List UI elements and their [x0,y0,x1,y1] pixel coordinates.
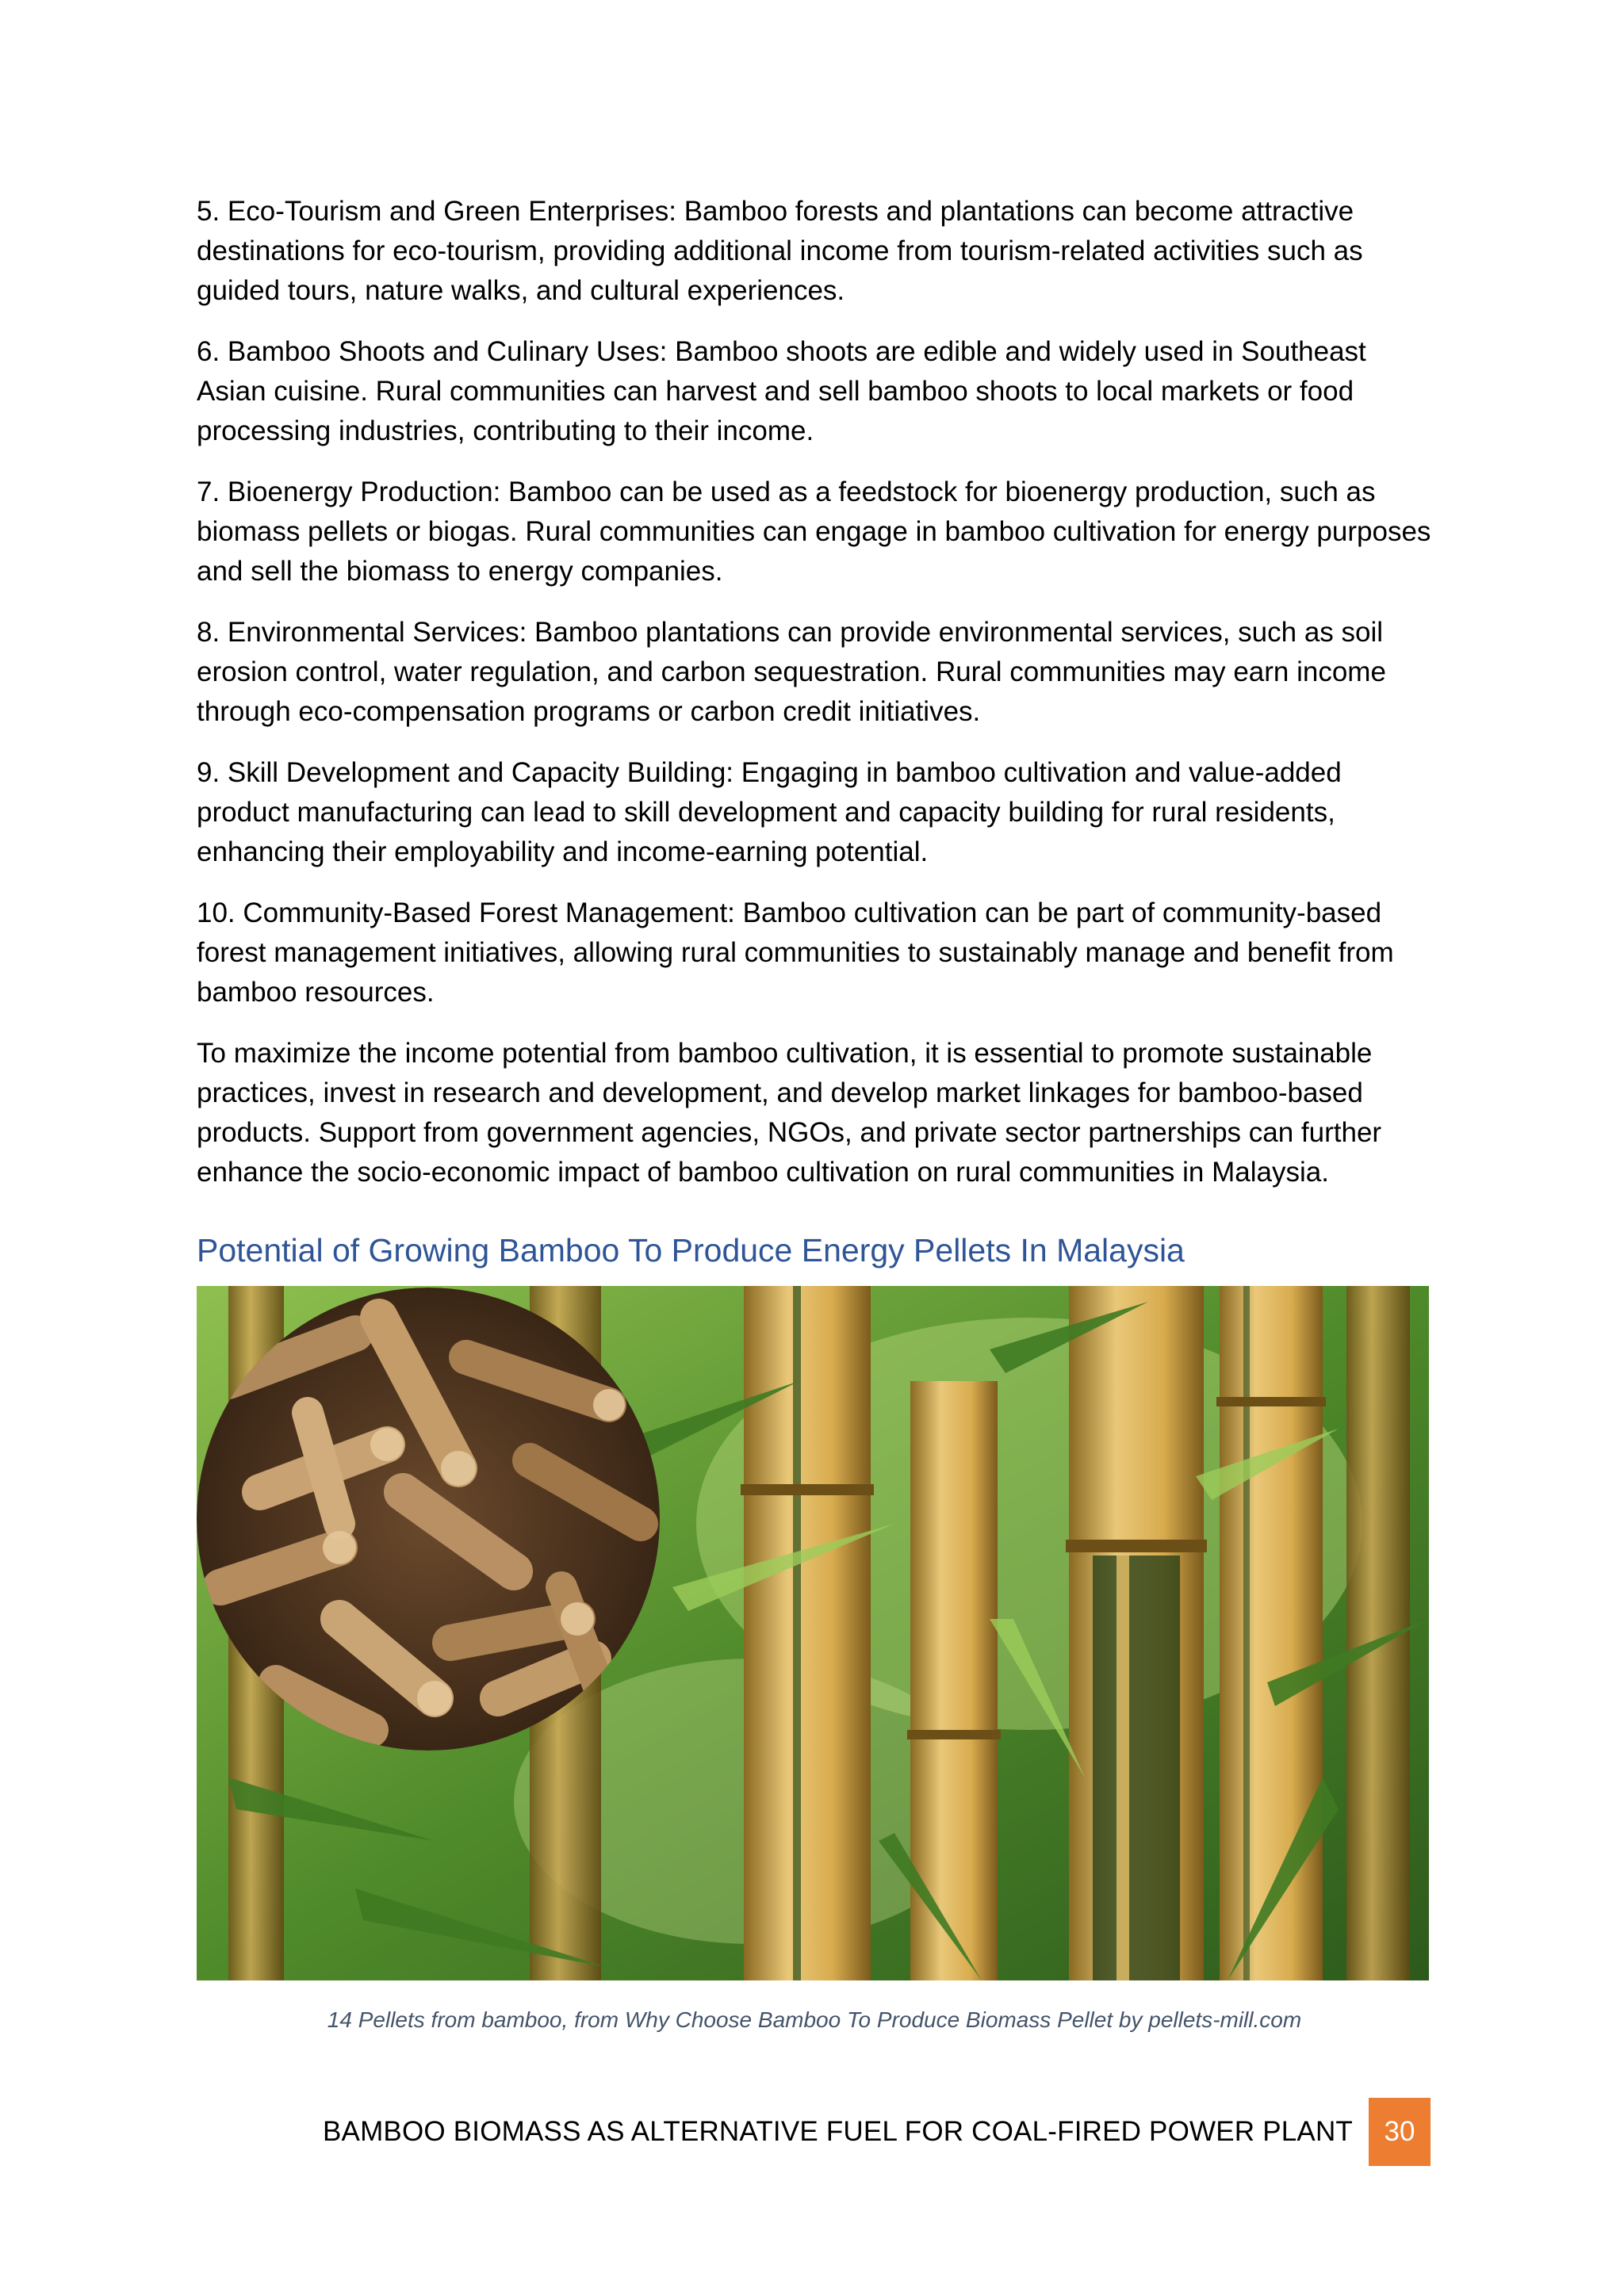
paragraph-skill-development: 9. Skill Development and Capacity Building: Engaging in bamboo cultivation and value-added product manufacturing can lead to skill development and capacity building for rural residents, enhancing their employability and income-earning potential. [197,757,1342,867]
paragraph-bioenergy: 7. Bioenergy Production: Bamboo can be used as a feedstock for bioenergy production, such as biomass pellets or biogas. Rural communities can engage in bamboo cultivation for energy purposes and sell the biomass to energy companies. [197,476,1431,587]
bamboo-pellets-photo [197,1286,1429,1980]
footer-title: BAMBOO BIOMASS AS ALTERNATIVE FUEL FOR COAL-FIRED POWER PLANT [322,2116,1353,2147]
paragraph-bamboo-shoots: 6. Bamboo Shoots and Culinary Uses: Bamboo shoots are edible and widely used in Southeast Asian cuisine. Rural communities can harvest and sell bamboo shoots to local markets or food processing industries, contributing to their income. [197,336,1366,446]
figure-caption: 14 Pellets from bamboo, from Why Choose Bamboo To Produce Biomass Pellet by pellets-mill.com [327,2007,1302,2032]
page-content [197,192,1432,2036]
page-number-badge: 30 [1369,2098,1431,2166]
paragraph-environmental-services: 8. Environmental Services: Bamboo plantations can provide environmental services, such as soil erosion control, water regulation, and carbon sequestration. Rural communities may earn income through eco-compensation programs or carbon credit initiatives. [197,617,1386,727]
paragraph-eco-tourism: 5. Eco-Tourism and Green Enterprises: Bamboo forests and plantations can become attractive destinations for eco-tourism, providing additional income from tourism-related activities such as guided tours, nature walks, and cultural experiences. [197,196,1363,306]
section-heading: Potential of Growing Bamboo To Produce Energy Pellets In Malaysia [197,1232,1185,1269]
page-footer [323,2098,1431,2166]
paragraph-community-forest: 10. Community-Based Forest Management: Bamboo cultivation can be part of community-based forest management initiatives, allowing rural communities to sustainably manage and benefit from bamboo resources. [197,897,1394,1008]
paragraph-conclusion: To maximize the income potential from bamboo cultivation, it is essential to promote sustainable practices, invest in research and development, and develop market linkages for bamboo-based products. Support from government agencies, NGOs, and private sector partnerships can further enhance the socio-economic impact of bamboo cultivation on rural communities in Malaysia. [197,1038,1382,1188]
